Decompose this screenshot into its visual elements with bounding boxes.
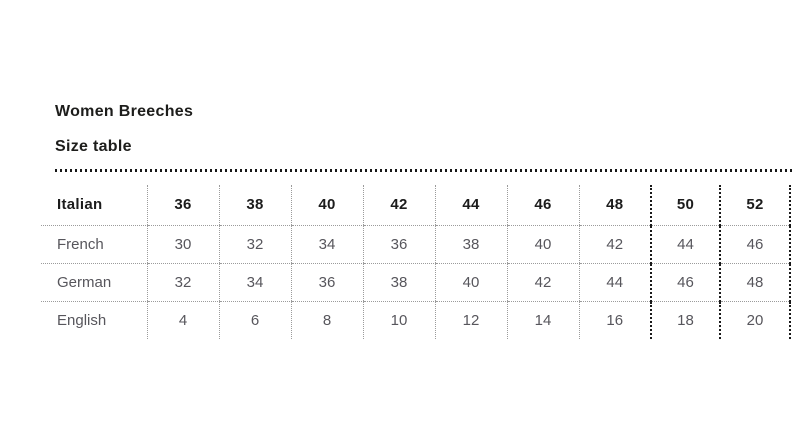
row-label-german: German <box>41 263 147 301</box>
table-row-english <box>41 301 790 339</box>
size-cell: 40 <box>291 185 363 225</box>
size-cell: 18 <box>651 301 720 339</box>
size-cell: 50 <box>651 185 720 225</box>
size-cell: 34 <box>291 225 363 263</box>
page-subtitle: Size table <box>55 138 132 155</box>
size-cell: 6 <box>219 301 291 339</box>
size-cell: 48 <box>579 185 651 225</box>
size-cell: 8 <box>291 301 363 339</box>
size-cell: 40 <box>507 225 579 263</box>
size-cell: 44 <box>651 225 720 263</box>
size-cell: 38 <box>363 263 435 301</box>
size-cell: 52 <box>720 185 790 225</box>
size-cell: 34 <box>219 263 291 301</box>
row-label-italian: Italian <box>41 185 147 225</box>
size-cell: 44 <box>435 185 507 225</box>
size-cell: 36 <box>363 225 435 263</box>
size-cell: 46 <box>507 185 579 225</box>
size-cell: 32 <box>219 225 291 263</box>
size-cell: 46 <box>651 263 720 301</box>
size-cell: 42 <box>579 225 651 263</box>
size-cell: 12 <box>435 301 507 339</box>
size-cell: 14 <box>507 301 579 339</box>
size-cell: 40 <box>435 263 507 301</box>
page-title: Women Breeches <box>55 103 194 120</box>
size-cell: 36 <box>147 185 219 225</box>
size-cell: 42 <box>507 263 579 301</box>
size-cell: 10 <box>363 301 435 339</box>
size-cell: 36 <box>291 263 363 301</box>
size-cell: 42 <box>363 185 435 225</box>
size-cell: 32 <box>147 263 219 301</box>
table-row-french <box>41 225 790 263</box>
table-header-row <box>41 185 790 225</box>
size-table <box>41 185 791 339</box>
row-label-french: French <box>41 225 147 263</box>
size-cell: 44 <box>579 263 651 301</box>
row-label-english: English <box>57 311 107 329</box>
size-cell: 48 <box>720 263 790 301</box>
size-cell: 38 <box>219 185 291 225</box>
header-divider <box>55 169 792 172</box>
size-cell: 16 <box>579 301 651 339</box>
size-cell: 38 <box>435 225 507 263</box>
size-cell: 20 <box>720 301 790 339</box>
size-cell: 30 <box>147 225 219 263</box>
size-cell: 4 <box>147 301 219 339</box>
table-row-german <box>41 263 790 301</box>
size-cell: 46 <box>720 225 790 263</box>
